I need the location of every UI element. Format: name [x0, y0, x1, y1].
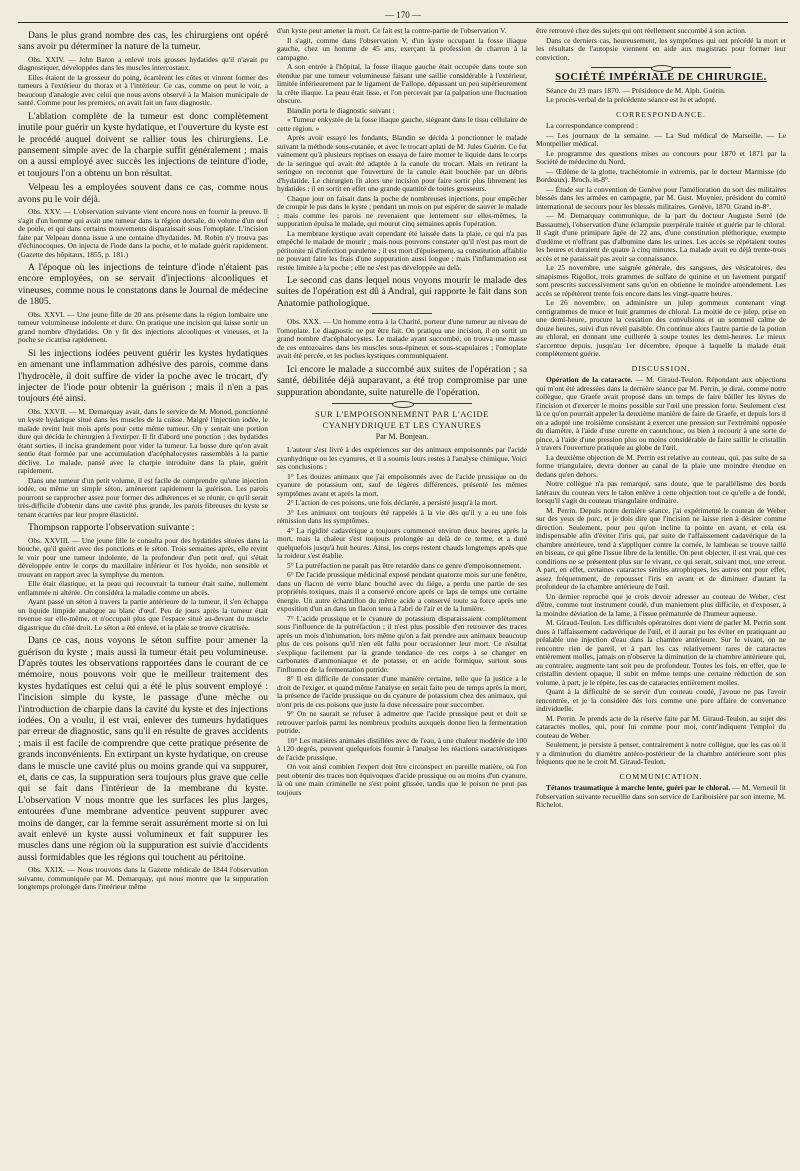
- paragraph: Notre collègue n'a pas remarqué, sans doute, que le parallélisme des bords latéraux du couteau vers le talon enlève à cette objection tout ce qu'elle a de fondé, lorsqu'il s'agit du couteau triangulaire ordinaire.: [536, 479, 786, 505]
- conclusion-item: 1° Les douzes animaux que j'ai empoisonnés avec de l'acide prussique ou du cyanure de potassium ont, sauf de légères différences, présenté les mêmes symptômes avant et après la mort.: [277, 471, 527, 498]
- paragraph: Dans ce cas, nous voyons le séton suffire pour amener la guérison du kyste ; mais aussi la tumeur était peu volumineuse. D'après toutes les observations rapportées dans le courant de ce mémoire, nous pouvons voir que le meilleur traitement des kystes hydatiques est celui qui a été le plus souvent employé : l'incision simple du kyste, le passage d'une mèche ou l'introduction de charpie dans la cavité du kyste et des injections iodées. On a voulu, il est vrai, enlever des tumeurs hydatiques par erreur de diagnostic, sans qu'il en résulte de graves accidents ; mais il est facile de comprendre que cette pratique présente de grands inconvénients. En extirpant un kyste hydatique, on creuse dans le muscle une cavité plus ou moins grande qui va suppurer, et, dans ce cas, la suppuration sera toujours plus grave que celle qui se fait dans l'intérieur de la membrane du kyste. L'observation V nous montre que les surfaces les plus larges, entourées d'une membrane adventice peuvent suppurer avec moins de danger, car la femme serait assurément morte si on lui avait enlevé un kyste aussi volumineux et fait suppurer les muscles dans une région où la suppuration est suivie d'accidents aussi formidables que les régions qui touchent au péritoine.: [18, 635, 268, 863]
- paragraph: Le 25 novembre, une saignée générale, des sangsues, des vésicatoires, des sinapismes Rigollot, trois grammes de sulfate de quinine et un lavement purgatif sont prescrits successivement sans qu'on en obtienne le moindre amendement. Les accès se répétèrent trente fois encore dans les vingt-quatre heures.: [536, 263, 786, 298]
- paragraph: Elle était élastique, et la peau qui recouvrait la tumeur était saine, nullement enflammée ni altérée. On considéra la maladie comme un abcès.: [18, 579, 268, 597]
- page-number: — 170 —: [18, 8, 788, 23]
- paragraph: L'ablation complète de la tumeur est donc complètement inutile pour guérir un kyste hydatique, et l'ouverture du kyste est le procédé auquel doivent se rallier tous les chirurgiens. Le pansement simple avec de la charpie suffit généralement ; mais on a aussi employé avec succès les injections de teinture d'iode, et toujours l'on a obtenu un bon résultat.: [18, 110, 268, 179]
- article-author: Par M. Bonjean.: [375, 431, 429, 441]
- conclusion-item: 4° La rigidité cadavérique a toujours commencé environ deux heures après la mort, mais la chaleur s'est toujours prolongée au delà de ce terme, et a duré quelquefois jusqu'à huit heures. Ainsi, les corps restent chauds longtemps après que la roideur s'est établie.: [277, 525, 527, 561]
- conclusion-item: 3° Les animaux ont toujours été rappelés à la vie dès qu'il y a eu une fois rémission dans les symptômes.: [277, 507, 527, 526]
- paragraph: Après avoir essayé les fondants, Blandin se décida à ponctionner le malade suivant la méthode sous-cutanée, et avec le trocart aplati de M. Jules Guérin. Ce fut vainement qu'à plusieurs reprises on essaya de faire monter le liquide dans le corps de la seringue qui avait été adaptée à la canule du trocart. Mais en retirant la seringue on reconnut que l'ouverture de la canule était bouchée par un débris d'hydatide. Le chirurgien fit alors une incision pour faire sortir plus librement les hydatides ; il en sortit en effet une grande quantité de toutes grosseurs.: [277, 133, 527, 193]
- paragraph: La membrane kystique avait cependant été laissée dans la plaie, ce qui n'a pas empêché le malade de mourir ; mais nous pouvons constater qu'il n'est pas mort de péritonite ni d'infection purulente ; il est mort d'épuisement, sa constitution affaiblie ne pouvant faire les frais d'une suppuration aussi longue ; mais l'inflammation est restée limitée à la poche ; elle ne s'est pas développée au delà.: [277, 228, 527, 272]
- paragraph: — Les journaux de la semaine. — La Sud médical de Marseille. — Le Montpellier médical.: [536, 130, 786, 148]
- observation-27: Obs. XXVII. — M. Demarquay avait, dans le service de M. Monod, ponctionné un kyste hydatique situé dans les muscles de la cuisse. Malgré l'injection iodée, le malade revint huit mois après pour cette même tumeur. On y sentait une portion dure qui décida le chirurgien à l'extirper. Il fit d'abord une ponction ; des hydatides étant sorties, il incisa grandement pour vider la tumeur. La bosse dure qu'on avait sentie était formée par une accumulation d'acéphalocystes rassemblés à la partie déclive. Le malade, pansé avec la charpie introduite dans la plaie, guérit rapidement.: [18, 406, 268, 476]
- divider: [372, 313, 432, 314]
- observation-25: Obs. XXV. — L'observation suivante vient encore nous en fournir la preuve. Il s'agit d'un homme qui avait une tumeur dans la région dorsale, du volume d'un œuf de poule, et qui dans certains mouvements disparaissait sous l'omoplate. L'incision faite par Velpeau donna issue à une centaine d'hydatides. M. Robin n'y trouva pas d'échinocoques. On injecta de l'iode dans la poche, et le malade guérit rapidement. (Gazette des hôpitaux, 1855, p. 181.): [18, 207, 268, 259]
- ornament-divider: [332, 403, 472, 404]
- topic-lead: Opération de la cataracte.: [546, 375, 633, 384]
- conclusion-item: 2° L'action de ces poisons, une fois déclarée, a persisté jusqu'à la mort.: [287, 498, 498, 508]
- society-title: SOCIÉTÉ IMPÉRIALE DE CHIRURGIE.: [555, 72, 767, 83]
- article-title: SUR L'EMPOISONNEMENT PAR L'ACIDE CYANHYDRIQUE ET LES CYANURES: [315, 409, 489, 430]
- paragraph: Dans une tumeur d'un petit volume, il est facile de comprendre qu'une injection iodée, ou même un simple séton, amèneront rapidement la guérison. Les parois pourront se rapprocher assez pour former des adhérences et se réunir, ce qu'il serait très-difficile d'obtenir dans une cavité plus grande, les parois fibreuses du kyste se tenant écartées par leur propre élasticité.: [18, 475, 268, 519]
- columns: [18, 27, 788, 1169]
- paragraph: — Œdème de la glotte, trachéotomie in extremis, par le docteur Marmisse (de Bordeaux). Broch. in-8°.: [536, 166, 786, 184]
- paragraph: Le procès-verbal de la précédente séance est lu et adopté.: [546, 95, 717, 104]
- observation-28: Obs. XXVIII. — Une jeune fille le consulta pour des hydatides situées dans la bouche, qu'il guérit avec des ponctions et le séton. Trois semaines après, elle revint le voir pour une tumeur indolente, de la profondeur d'un petit œuf, qui s'était développée entre le corps du maxillaire inférieur et l'os hyoïde, non sensible et trouvant en rapport avec la symphyse du menton.: [18, 535, 268, 579]
- column-1: [18, 27, 268, 1169]
- paragraph: Ayant passé un séton à travers la partie antérieure de la tumeur, il s'en échappa un liquide limpide analogue au blanc d'œuf. Peu de jours après la tumeur était revenue sur elle-même, et n'occupait plus que l'espace situé au-devant du muscle digastrique du côté droit. Le séton a été enlevé, et la plaie se trouve cicatrisée.: [18, 597, 268, 632]
- paragraph: M. Perrin. Je prends acte de la réserve faite par M. Giraud-Teulon, au sujet des cataractes molles, qui, pour lui comme pour moi, contr'indiquent l'emploi du couteau de Weber.: [536, 713, 786, 740]
- paragraph: La deuxième objection de M. Perrin est relative au couteau, qui, pas suite de sa forme triangulaire, devra donner au canal de la plaie une moindre étendue en dedans qu'en dehors.: [536, 452, 786, 479]
- conclusion-item: 6° De l'acide prussique médicinal exposé pendant quatorze mois sur une fenêtre, dans un flacon de verre blanc bouché avec du liége, a perdu une partie de ses propriétés toxiques, mais il a conservé encore après ce laps de temps une certaine énergie. Un autre échantillon du même acide a conservé toute sa force après une exposition d'un an dans un flacon tenu à l'abri de l'air et de la lumière.: [277, 570, 527, 614]
- paragraph: A son entrée à l'hôpital, la fosse iliaque gauche était occupée dans toute son étendue par une tumeur volumineuse faisant une saillie considérable à l'extérieur, limitée inférieurement par le ligament de Fallope, dépassant un peu supérieurement la crête iliaque. La peau était lisse, et l'on percevait par la palpation une fluctuation obscure.: [277, 62, 527, 105]
- quotation: « Tumeur enkystée de la fosse iliaque gauche, siégeant dans le tissu cellulaire de cette région. »: [277, 115, 527, 133]
- session-line: Séance du 23 mars 1870. — Présidence de M. Alph. Guérin.: [546, 85, 726, 95]
- paragraph: Seulement, je persiste à penser, contrairement à notre collègue, que les cas où il y a diminution du diamètre antéro-postérieur de la chambre antérieure sont plus fréquents que ne le croit M. Giraud-Teulon.: [536, 740, 786, 766]
- observation-24: Obs. XXIV. — John Baron a enlevé trois grosses hydatides qu'il n'avait pu diagnostiquer, développées dans les muscles intercostaux.: [18, 54, 268, 73]
- paragraph: [536, 784, 786, 810]
- paragraph: [536, 376, 786, 453]
- paragraph: Chaque jour on faisait dans la poche de nombreuses injections, pour empêcher de croupir le pus dans le kyste ; pendant un mois on put espérer de sauver le malade ; mais comme les parois ne revenaient que lentement sur elles-mêmes, la suppuration épuisa le malade, qui mourut cinq semaines après l'opération.: [277, 193, 527, 228]
- paragraph: L'auteur s'est livré à des expériences sur des animaux empoisonnés par l'acide cyanhydrique ou les cyanures, et il a soumis leurs restes à l'analyse chimique. Voici ses conclusions :: [277, 445, 527, 472]
- conclusion-item: 10° Les matières animales distillées avec de l'eau, à une chaleur modérée de 100 à 120 degrés, peuvent quelquefois fournir à l'analyse les réactions caractéristiques de l'acide prussique.: [277, 735, 527, 762]
- conclusion-item: 5° La putréfaction ne paraît pas être retardée dans ce genre d'empoisonnement.: [287, 560, 522, 570]
- paragraph: d'un kyste peut amener la mort. Ce fait est la contre-partie de l'observation V.: [277, 27, 507, 35]
- paragraph: Un dernier reproche que je crois devoir adresser au couteau de Weber, c'est d'être, comme tout instrument coudé, d'un maniement plus difficile, et d'exposer, à la moindre déviation de la lame, à l'issue prématurée de l'humeur aqueuse.: [536, 591, 786, 618]
- paragraph: Il s'agit, comme dans l'observation V, d'un kyste occupant la fosse iliaque gauche, chez un homme de 45 ans, exerçant la profession de charron à la campagne.: [277, 35, 527, 62]
- paragraph: Si les injections iodées peuvent guérir les kystes hydatiques en amenant une inflammation adhésive des parois, comme dans l'hydrocèle, il doit suffire de vider la poche avec le trocart, d'y injecter de l'iode pour obtenir la guérison ; mais il n'en a pas toujours été ainsi.: [18, 347, 268, 405]
- conclusion-item: 7° L'acide prussique et le cyanure de potassium disparaissaient complètement sous l'influence de la putréfaction ; il n'est plus possible d'en retrouver des traces après un mois d'inhumation, lors même qu'on a fait prendre aux animaux beaucoup plus de ces poisons qu'il n'en eût fallu pour occasionner leur mort. Ce résultat s'explique facilement par la grande tendance de ces corps à se changer en carbonates d'ammoniaque et de potasse, et en acide formique, surtout sous l'influence de la fermentation putride.: [277, 613, 527, 674]
- paragraph: — Étude sur la convention de Genève pour l'amélioration du sort des militaires blessés dans les armées en campagne, par M. Gust. Moynier, président du comité international de secours pour les blessés militaires. Genève, 1870. Grand in-8°.: [536, 184, 786, 211]
- column-2: [277, 27, 527, 1169]
- paragraph: M. Giraud-Teulon. Les difficultés opératoires dont vient de parler M. Perrin sont dues à l'affaissement cadavérique de l'œil, et il aurait pu les éviter en pratiquant au préalable une injection d'eau dans la chambre antérieure. Sur le vivant, on ne rencontre rien de pareil, et à part les cas relativement rares de cataractes entièrement molles, jamais on n'observe la diminution de la chambre antérieure qui, au contraire, augmente tant soit peu de profondeur. Toutes les fois, en effet, que le cristallin devient opaque, il subit en même temps une certaine réduction de son volume, à part, je le répète, les cas de cataractes entièrement molles.: [536, 618, 786, 687]
- paragraph: A l'époque où les injections de teinture d'iode n'étaient pas encore employées, on se servait d'injections alcooliques et vineuses, comme nous le constatons dans le Journal de médecine de 1805.: [18, 262, 268, 308]
- paragraph: On voit ainsi combien l'expert doit être circonspect en pareille matière, où l'on peut obtenir des traces non équivoques d'acide prussique ou au moins d'un cyanure, là où une main criminelle ne s'est point glissée, tandis que le poison ne peut pas toujours: [277, 762, 527, 797]
- column-3: [536, 27, 786, 1169]
- paragraph: être retrouvé chez des sujets qui ont réellement succombé à son action.: [536, 27, 747, 35]
- section-heading-correspondance: CORRESPONDANCE.: [616, 109, 706, 119]
- paragraph: Blandin porta le diagnostic suivant :: [287, 105, 395, 115]
- observation-29: Obs. XXIX. — Nous trouvons dans la Gazette médicale de 1844 l'observation suivante, communiquée par M. Demarquay, qui nous montre que la suppuration longtemps prolongée dans l'intérieur même: [18, 865, 268, 892]
- paragraph: Quant à la difficulté de se servir d'un couteau coudé, j'avoue ne pas l'avoir rencontrée, et je la considère dès lors comme une pure affaire de convenance individuelle.: [536, 687, 786, 713]
- paragraph-text: — M. Verneuil lit l'observation suivante recueillie dans son service de Lariboisière par son interne, M. Richelot.: [536, 783, 786, 809]
- topic-lead: Tétanos traumatique à marche lente, guéri par le chloral.: [546, 783, 731, 792]
- observation-30: Obs. XXX. — Un homme entra à la Charité, porteur d'une tumeur au niveau de l'omoplate. Le diagnostic ne put être fait. On pratiqua une incision, il en sortit un grand nombre d'acéphalocystes. Le malade ayant succombé, on trouva une masse de ces entozoaires dans les muscles sous-épineux et sous-scapulaires ; l'omoplate avait été percée, et les poches kystiques communiquaient.: [277, 317, 527, 361]
- section-heading-discussion: DISCUSSION.: [631, 363, 691, 373]
- observation-26: Obs. XXVI. — Une jeune fille de 20 ans présente dans la région lombaire une tumeur volumineuse indolente et dure. On pratique une incision qui laisse sortir un grand nombre d'hydatides. On y fit des injections alcooliques et vineuses, et la poche se cicatrisa rapidement.: [18, 309, 268, 345]
- paragraph-text: — M. Giraud-Teulon. Répondant aux objections qui m'ont été adressées dans la dernière séance par M. Perrin, je dirai, comme notre collègue, que Graefe avait proposé dans un temps de faire bâiller les lèvres de l'incision et d'exercer le moins possible sur l'œil une pression forte. Seulement c'est là ce qu'on pourrait appeler la deuxième manière de faire de Graefe, et depuis lors il en a adopté une troisième consistant à exercer une pression sur l'extrémité opposée du diamètre, à l'aide d'une curette en caoutchouc, ou bien à recourir à une sorte de pince, à l'aide d'une pression plus ou moins considérable de faire saillir le cristallin à travers l'ouverture pratiquée au globe de l'œil.: [536, 375, 786, 452]
- paragraph: — M. Demarquay communique, de la part du docteur Auguste Serré (de Bassaume), l'observation d'une éclampsie puerpérale traitée et guérie par le chloral. Il s'agit d'une primipare âgée de 22 ans, d'une constitution pléthorique, exempte d'œdème et n'offrant pas d'albumine dans les urines. Les accès se répétaient toutes les heures et duraient de quatre à cinq minutes. La malade avait eu déjà trente-trois accès et ne paraissait pas avoir sa connaissance.: [536, 211, 786, 263]
- paragraph: Le programme des questions mises au concours pour 1870 et 1871 par la Société de médecine du Nord.: [536, 148, 786, 166]
- ornament-divider: [591, 67, 731, 68]
- paragraph: Velpeau les a employées souvent dans ce cas, comme nous avons pu le voir déjà.: [18, 182, 268, 205]
- paragraph: La correspondance comprend :: [546, 121, 638, 130]
- section-heading-communication: COMMUNICATION.: [619, 771, 703, 781]
- conclusion-item: 9° On ne saurait se refuser à admettre que l'acide prussique peut et doit se retrouver parfois parmi les nombreux produits auxquels donne lieu la fermentation putride.: [277, 709, 527, 736]
- paragraph: Le 26 novembre, on administre un julep gommeux contenant vingt centigrammes de muce et huit grammes de chloral. La moitié de ce julep, prise en une demi-heure, procure la cessation des convulsions et un sommeil calme de douze heures, suivi d'un réveil paisible. On continue alors l'autre partie de la potion au chloral, en donnant une cuillerée à soupe toutes les demi-heures. Le mieux s'accentue depuis, jusqu'au 1er décembre, époque à laquelle la malade était complètement guérie.: [536, 298, 786, 358]
- paragraph: Thompson rapporte l'observation suivante :: [28, 522, 195, 534]
- paragraph: Le second cas dans lequel nous voyons mourir le malade des suites de l'opération est dû à Andral, qui rapporte le fait dans son Anatomie pathologique.: [277, 275, 527, 309]
- conclusion-item: 8° Il est difficile de constater d'une manière certaine, telle que la justice a le droit de l'exiger, et quand même l'analyse en serait faite peu de temps après la mort, la présence de l'acide prussique ou du cyanure de potassium chez des animaux, qui n'ont pris de ces poisons que juste la dose nécessaire pour succomber.: [277, 674, 527, 709]
- paragraph: M. Perrin. Depuis notre dernière séance, j'ai expérimenté le couteau de Weber sur des yeux de porc, et je dois dire que l'incision ne laisse rien à désirer comme direction. Seulement, pour peu qu'on incline la pointe en avant, et cela est indispensable afin d'éviter l'iris qui, par suite de l'affaissement cadavérique de la chambre antérieure, tend à s'appliquer contre la cornée, le lambeau se trouve taillé en biseau, ce qui gêne l'issue libre de la lentille. On peut objecter, il est vrai, que ces conditions ne se présentent plus sur le vivant, ce qui serait, suivant moi, une erreur. A part, en effet, certaines cataractes séniles atrophiques, les autres ont pour effet, assez fréquemment, de repousser l'iris en avant et de diminuer d'autant la profondeur de la chambre antérieure de l'œil.: [536, 505, 786, 591]
- paragraph: Elles étaient de la grosseur du poing, écartèrent les côtes et vinrent former des tumeurs à l'extérieur du thorax et à l'intérieur. Ce cas, comme on peut le voir, a beaucoup d'analogie avec celui que nous avons observé à la Maison municipale de santé. Comme pour les premiers, on avait fait un faux diagnostic.: [18, 72, 268, 108]
- paragraph: Ici encore le malade a succombé aux suites de l'opération ; sa santé, débilitée déjà auparavant, a été trop compromise par une suppuration abondante, suite naturelle de l'opération.: [277, 363, 527, 398]
- paragraph: Dans le plus grand nombre des cas, les chirurgiens ont opéré sans avoir pu déterminer la nature de la tumeur.: [18, 30, 268, 53]
- paragraph: Dans ce derniers cas, heureusement, les symptômes qui ont précédé la mort et les résultats de l'autopsie viennent en aide aux magistrats pour former leur conviction.: [536, 35, 786, 62]
